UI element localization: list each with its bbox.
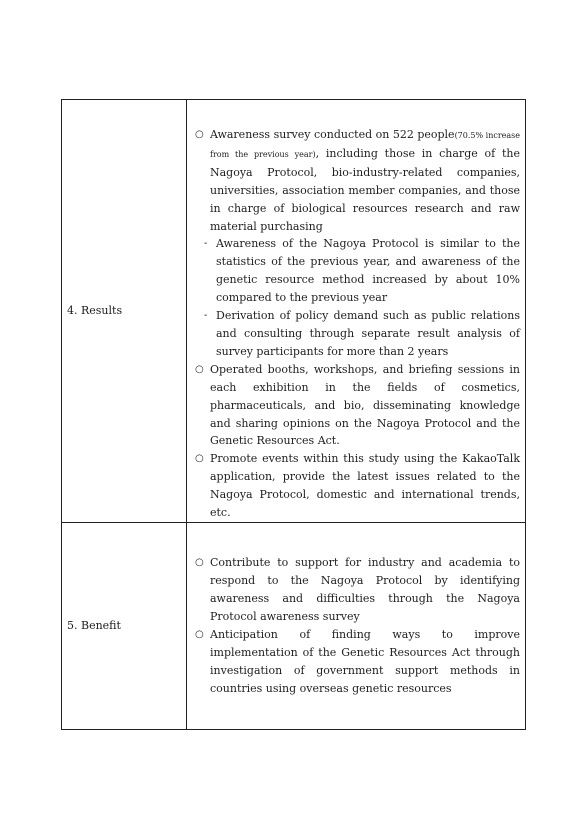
item-text: Awareness of the Nagoya Protocol is similar to the statistics of the previous year, and awareness of the genetic resource method increased by about 10% compared to the previous year bbox=[216, 237, 520, 305]
dash-icon: - bbox=[204, 310, 208, 322]
spacer bbox=[194, 100, 520, 126]
list-item bbox=[194, 126, 520, 235]
item-text: Operated booths, workshops, and briefing sessions in each exhibition in the fields of cosmetics, pharmaceuticals, and bio, disseminating knowledge and sharing opinions on the Nagoya Protocol and the Genetic Resources Act. bbox=[210, 362, 520, 448]
row-label-results: 4. Results bbox=[62, 100, 187, 523]
list-item bbox=[194, 235, 520, 307]
row-content-benefit bbox=[187, 522, 526, 729]
bullet-circle-icon: ○ bbox=[195, 557, 204, 569]
list-item bbox=[194, 361, 520, 451]
list-item bbox=[194, 626, 520, 698]
item-text: Contribute to support for industry and academia to respond to the Nagoya Protocol by identifying awareness and difficulties through the Nagoya Protocol awareness survey bbox=[210, 556, 520, 624]
bullet-circle-icon: ○ bbox=[195, 628, 204, 640]
table-row-results bbox=[62, 100, 526, 523]
row-content-results bbox=[187, 100, 526, 523]
bullet-circle-icon: ○ bbox=[195, 363, 204, 375]
item-text: Derivation of policy demand such as public relations and consulting through separate result analysis of survey participants for more than 2 years bbox=[216, 309, 520, 358]
item-text-continued: , including those in charge of the Nagoya Protocol, bio-industry-related companies, universities, association member companies, and those in charge of biological resources research and raw material purchasing bbox=[210, 146, 521, 233]
item-note: (70.5% increase from the previous year) bbox=[210, 131, 520, 159]
list-item bbox=[194, 307, 520, 361]
item-text: Awareness survey conducted on 522 people bbox=[210, 128, 455, 141]
results-benefit-table bbox=[61, 99, 526, 730]
list-item bbox=[194, 554, 520, 626]
table-row-benefit bbox=[62, 522, 526, 729]
row-label-benefit: 5. Benefit bbox=[62, 522, 187, 729]
bullet-circle-icon: ○ bbox=[195, 129, 204, 140]
item-text: Anticipation of finding ways to improve implementation of the Genetic Resources Act through investigation of government support methods in countries using overseas genetic resources bbox=[210, 627, 520, 695]
dash-icon: - bbox=[204, 238, 208, 250]
list-item bbox=[194, 450, 520, 522]
item-text: Promote events within this study using the KakaoTalk application, provide the latest issues related to the Nagoya Protocol, domestic and international trends, etc. bbox=[210, 452, 520, 520]
bullet-circle-icon: ○ bbox=[195, 453, 204, 465]
